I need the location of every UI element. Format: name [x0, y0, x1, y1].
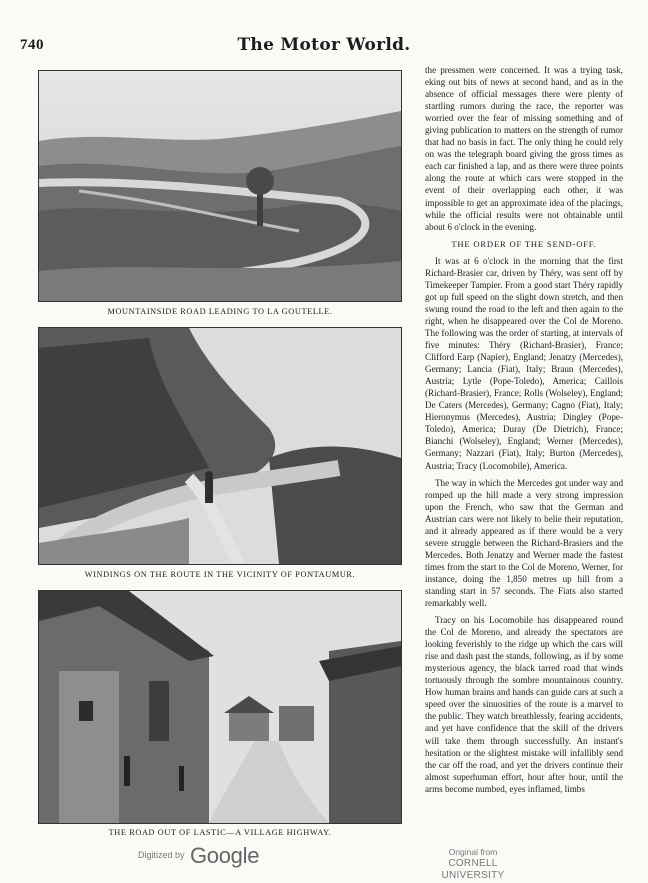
institution-label: CORNELL UNIVERSITY — [441, 858, 505, 881]
paragraph: It was at 6 o'clock in the morning that the first Richard-Brasier car, driven by Théry, was sent off by Timekeeper Tampier. From a good start Théry rapidly got up full speed on the slight down stretch, and then swung round the road to the left and then again to the right, when he disappeared over the Col de Moreno. The following was the order of starting, at intervals of five minutes: Théry (Richard-Brasier), France; Clifford Earp (Napier), England; Jenatzy (Mercedes), Germany; Lancia (Fiat), Italy; Braun (Mercedes), Austria; Lytle (Pope-Toledo), America; Caillois (Richard-Brasier), France; Rolls (Wolseley), England; De Caters (Mercedes), Germany; Cagno (Fiat), Italy; Hieronymus (Mercedes), Austria; Dingley (Pope-Toledo), America; Duray (De Dietrich), France; Bianchi (Wolseley), England; Werner (Mercedes), Germany; Nazzari (Fiat), Italy; Burton (Mercedes), Austria; Tracy (Locomobile), America. — [425, 255, 623, 471]
photo-mountainside-road — [38, 70, 402, 302]
paragraph: the pressmen were concerned. It was a trying task, eking out bits of news at second hand, and as in the absence of official messages there were plenty of startling rumors during the race, the reporter was worried over the fear of missing something and of giving publication to matters on the strength of rumor that had no basis in fact. The only thing he could rely on was the telegraph board giving the gross times as each car finished a lap, and as there were three points along the route at which cars were stopped in the event of their overlapping each other, it was impossible to get an approximate idea of the placings, while the official results were not obtainable until about 6 o'clock in the evening. — [425, 65, 623, 232]
section-heading: THE ORDER OF THE SEND-OFF. — [451, 238, 597, 249]
caption-photo-2: WINDINGS ON THE ROUTE IN THE VICINITY OF PONTAUMUR. — [84, 570, 356, 579]
photo-windings-road — [38, 327, 402, 565]
digitized-by-label: Digitized by — [138, 850, 185, 860]
caption-photo-3: THE ROAD OUT OF LASTIC—A VILLAGE HIGHWAY. — [108, 828, 332, 837]
page-number: 740 — [20, 37, 44, 53]
paragraph: Tracy on his Locomobile has disappeared round the Col de Moreno, and already the spectators are looking feverishly to the ridge up which the cars will rise and dash past the stands, following, as if by some mysterious agency, the black tarred road that winds tortuously through the sombre mountainous country. How human brains and hands can guide cars at such a speed over the sinuosities of the route is a marvel to the public. They watch breathlessly, fearing accidents, and yet have confidence that the skill of the drivers will take them through successfully. An instant's hesitation or the slightest mistake will infallibly send the car off the road, and yet the drivers continue their almost superhuman effort, hour after hour, until the arms become numbed, eyes inflamed, limbs — [425, 615, 623, 794]
google-logo: Google — [190, 843, 260, 868]
journal-title: The Motor World. — [237, 35, 411, 55]
photo-lastic-village — [38, 590, 402, 824]
original-from-label: Original from — [448, 847, 498, 857]
original-from-block — [418, 846, 528, 882]
article-column — [425, 64, 623, 800]
caption-photo-1: MOUNTAINSIDE ROAD LEADING TO LA GOUTELLE. — [107, 307, 333, 316]
paragraph: The way in which the Mercedes got under way and romped up the hill made a very strong impression upon the French, who saw that the German and Austrian cars were not likely to belie their reputation, and it already appeared as if there would be a very severe struggle between the Richard-Brasiers and the Mercedes. Both Jenatzy and Werner made the fastest times from the start to the Col de Moreno, Werner, for instance, doing the 1,850 metres up hill from a standing start in 57 seconds. The Fiats also started remarkably well. — [425, 477, 623, 609]
